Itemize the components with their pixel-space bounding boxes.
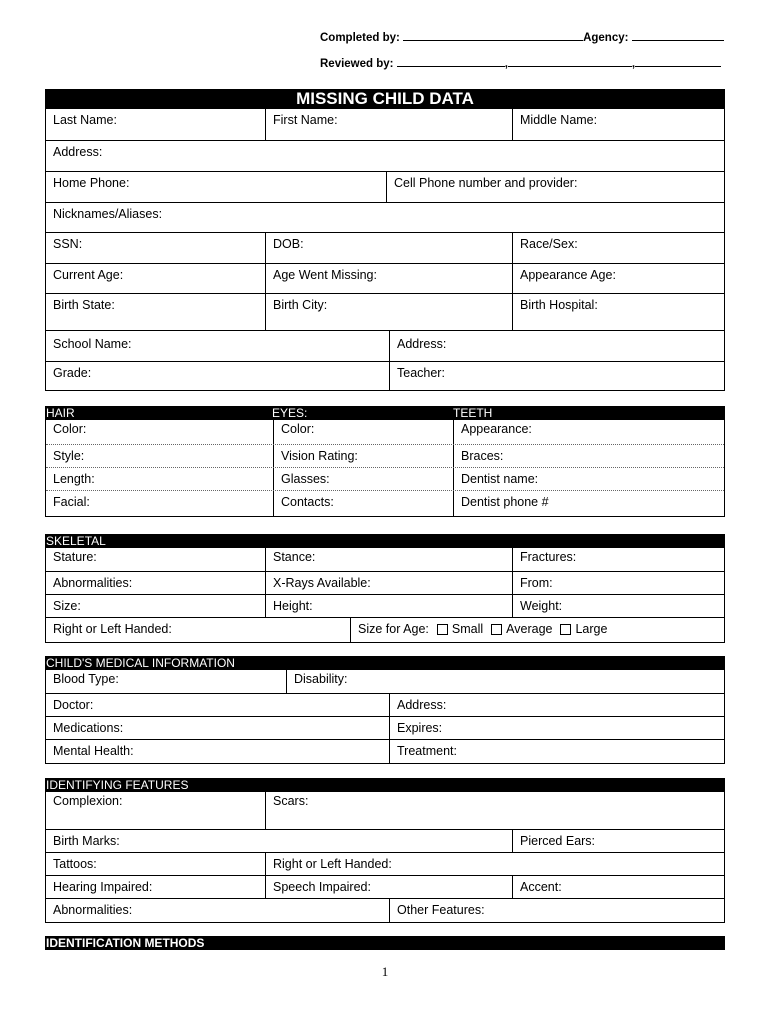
hair-length-label: Length:	[53, 472, 95, 486]
tattoos-field[interactable]	[46, 853, 265, 875]
features-abnormalities-field[interactable]	[46, 899, 389, 922]
skeletal-abnormalities-field[interactable]	[46, 572, 265, 594]
nicknames-field[interactable]	[46, 203, 724, 232]
contacts-label: Contacts:	[281, 495, 334, 509]
skeletal-section	[45, 534, 725, 643]
scars-label: Scars:	[273, 794, 309, 808]
speech-impaired-field[interactable]	[265, 876, 512, 898]
vision-rating-field[interactable]	[273, 445, 453, 467]
doctor-address-field[interactable]	[389, 694, 724, 716]
comma-1: ,	[504, 58, 508, 70]
stance-field[interactable]	[265, 548, 512, 571]
appearance-age-field[interactable]	[512, 264, 724, 293]
treatment-field[interactable]	[389, 740, 724, 763]
race-sex-field[interactable]	[512, 233, 724, 263]
weight-field[interactable]	[512, 595, 724, 617]
birth-marks-label: Birth Marks:	[53, 834, 120, 848]
glasses-field[interactable]	[273, 468, 453, 490]
home-phone-label: Home Phone:	[53, 176, 130, 190]
accent-field[interactable]	[512, 876, 724, 898]
hair-length-field[interactable]	[46, 468, 273, 490]
medical-header-label: CHILD'S MEDICAL INFORMATION	[46, 656, 235, 670]
mental-health-label: Mental Health:	[53, 744, 134, 758]
skeletal-header-label: SKELETAL	[46, 534, 106, 548]
medications-field[interactable]	[46, 717, 389, 739]
pierced-ears-label: Pierced Ears:	[520, 834, 596, 848]
average-label: Average	[506, 622, 553, 636]
skeletal-handed-field[interactable]	[46, 618, 350, 642]
page-title: MISSING CHILD DATA	[45, 89, 725, 109]
hair-eyes-teeth-header	[45, 406, 725, 420]
facial-hair-field[interactable]	[46, 491, 273, 516]
scars-field[interactable]	[265, 792, 724, 829]
medical-section	[45, 656, 725, 764]
blood-type-label: Blood Type:	[53, 672, 119, 686]
address-label: Address:	[53, 145, 103, 159]
birth-marks-field[interactable]	[46, 830, 512, 852]
cell-phone-field[interactable]	[386, 172, 724, 202]
skeletal-header	[45, 534, 725, 548]
completed-by-label: Completed by:	[320, 32, 400, 44]
agency-label: Agency:	[583, 32, 629, 44]
current-age-field[interactable]	[46, 264, 265, 293]
xrays-available-label: X-Rays Available:	[273, 576, 371, 590]
stance-label: Stance:	[273, 550, 316, 564]
completed-by-field[interactable]	[403, 28, 583, 41]
reviewed-by-line	[320, 54, 721, 70]
birth-state-field[interactable]	[46, 294, 265, 330]
eye-color-label: Color:	[281, 422, 315, 436]
dob-field[interactable]	[265, 233, 512, 263]
dentist-name-field[interactable]	[453, 468, 724, 490]
small-checkbox[interactable]	[437, 624, 448, 635]
other-features-label: Other Features:	[397, 903, 485, 917]
race-sex-label: Race/Sex:	[520, 237, 578, 251]
address-field[interactable]	[46, 141, 724, 171]
age-went-missing-label: Age Went Missing:	[273, 268, 377, 282]
birth-state-label: Birth State:	[53, 298, 115, 312]
teeth-header: TEETH	[453, 406, 493, 420]
average-checkbox[interactable]	[491, 624, 502, 635]
missing-child-data-section	[45, 89, 725, 391]
vision-rating-label: Vision Rating:	[281, 449, 358, 463]
last-name-label: Last Name:	[53, 113, 117, 127]
identifying-features-header	[45, 778, 725, 792]
complexion-field[interactable]	[46, 792, 265, 829]
reviewed-by-field-2[interactable]	[508, 54, 632, 67]
teeth-appearance-label: Appearance:	[461, 422, 532, 436]
hearing-impaired-label: Hearing Impaired:	[53, 880, 153, 894]
comma-2: ,	[631, 58, 636, 70]
fractures-field[interactable]	[512, 548, 724, 571]
completed-by-line	[320, 28, 724, 44]
fractures-label: Fractures:	[520, 550, 577, 564]
identifying-features-header-label: IDENTIFYING FEATURES	[46, 778, 189, 792]
school-name-label: School Name:	[53, 337, 132, 351]
doctor-address-label: Address:	[397, 698, 447, 712]
large-checkbox[interactable]	[560, 624, 571, 635]
hair-color-field[interactable]	[46, 420, 273, 444]
appearance-age-label: Appearance Age:	[520, 268, 616, 282]
disability-label: Disability:	[294, 672, 348, 686]
other-features-field[interactable]	[389, 899, 724, 922]
birth-hospital-field[interactable]	[512, 294, 724, 330]
eyes-header: EYES:	[272, 406, 308, 420]
small-label: Small	[451, 622, 484, 636]
hair-eyes-teeth-section	[45, 406, 725, 517]
features-abnormalities-label: Abnormalities:	[53, 903, 133, 917]
blood-type-field[interactable]	[46, 670, 286, 693]
reviewed-by-label: Reviewed by:	[320, 58, 394, 70]
school-address-label: Address:	[397, 337, 447, 351]
birth-city-field[interactable]	[265, 294, 512, 330]
hair-header: HAIR	[46, 406, 75, 420]
teacher-field[interactable]	[389, 362, 724, 390]
eye-color-field[interactable]	[273, 420, 453, 444]
large-label: Large	[575, 622, 608, 636]
mental-health-field[interactable]	[46, 740, 389, 763]
identification-methods-header	[45, 936, 725, 950]
stature-label: Stature:	[53, 550, 97, 564]
doctor-label: Doctor:	[53, 698, 94, 712]
dentist-name-label: Dentist name:	[461, 472, 539, 486]
hair-color-label: Color:	[53, 422, 87, 436]
identification-methods-section	[45, 936, 725, 950]
size-label: Size:	[53, 599, 81, 613]
height-label: Height:	[273, 599, 313, 613]
medical-header	[45, 656, 725, 670]
hearing-impaired-field[interactable]	[46, 876, 265, 898]
first-name-label: First Name:	[273, 113, 338, 127]
treatment-label: Treatment:	[397, 744, 457, 758]
braces-label: Braces:	[461, 449, 504, 463]
xrays-available-field[interactable]	[265, 572, 512, 594]
size-for-age-label: Size for Age:	[358, 622, 429, 636]
complexion-label: Complexion:	[53, 794, 123, 808]
pierced-ears-field[interactable]	[512, 830, 724, 852]
dentist-phone-field[interactable]	[453, 491, 724, 516]
agency-field[interactable]	[632, 28, 724, 41]
height-field[interactable]	[265, 595, 512, 617]
grade-label: Grade:	[53, 366, 92, 380]
page-number: 1	[381, 964, 389, 979]
size-for-age-field	[350, 618, 724, 642]
features-handed-label: Right or Left Handed:	[273, 857, 392, 871]
middle-name-field[interactable]	[512, 109, 724, 140]
last-name-field[interactable]	[46, 109, 265, 140]
skeletal-handed-label: Right or Left Handed:	[53, 622, 172, 636]
home-phone-field[interactable]	[46, 172, 386, 202]
ssn-label: SSN:	[53, 237, 83, 251]
current-age-label: Current Age:	[53, 268, 124, 282]
nicknames-label: Nicknames/Aliases:	[53, 207, 163, 221]
school-name-field[interactable]	[46, 331, 389, 361]
disability-field[interactable]	[286, 670, 724, 693]
contacts-field[interactable]	[273, 491, 453, 516]
doctor-field[interactable]	[46, 694, 389, 716]
size-field[interactable]	[46, 595, 265, 617]
medications-label: Medications:	[53, 721, 124, 735]
dentist-phone-label: Dentist phone #	[461, 495, 549, 509]
xrays-from-field[interactable]	[512, 572, 724, 594]
hair-style-field[interactable]	[46, 445, 273, 467]
ssn-field[interactable]	[46, 233, 265, 263]
reviewed-by-field-3[interactable]	[635, 54, 721, 67]
teeth-appearance-field[interactable]	[453, 420, 724, 444]
expires-field[interactable]	[389, 717, 724, 739]
xrays-from-label: From:	[520, 576, 553, 590]
hair-style-label: Style:	[53, 449, 85, 463]
tattoos-label: Tattoos:	[53, 857, 97, 871]
braces-field[interactable]	[453, 445, 724, 467]
stature-field[interactable]	[46, 548, 265, 571]
grade-field[interactable]	[46, 362, 389, 390]
first-name-field[interactable]	[265, 109, 512, 140]
cell-phone-label: Cell Phone number and provider:	[394, 176, 578, 190]
identification-methods-label: IDENTIFICATION METHODS	[46, 936, 205, 950]
birth-city-label: Birth City:	[273, 298, 328, 312]
dob-label: DOB:	[273, 237, 304, 251]
expires-label: Expires:	[397, 721, 443, 735]
accent-label: Accent:	[520, 880, 562, 894]
weight-label: Weight:	[520, 599, 563, 613]
glasses-label: Glasses:	[281, 472, 330, 486]
age-went-missing-field[interactable]	[265, 264, 512, 293]
skeletal-abnormalities-label: Abnormalities:	[53, 576, 133, 590]
school-address-field[interactable]	[389, 331, 724, 361]
features-handed-field[interactable]	[265, 853, 724, 875]
speech-impaired-label: Speech Impaired:	[273, 880, 371, 894]
birth-hospital-label: Birth Hospital:	[520, 298, 598, 312]
identifying-features-section	[45, 778, 725, 923]
reviewed-by-field-1[interactable]	[397, 54, 505, 67]
teacher-label: Teacher:	[397, 366, 445, 380]
middle-name-label: Middle Name:	[520, 113, 598, 127]
facial-hair-label: Facial:	[53, 495, 90, 509]
